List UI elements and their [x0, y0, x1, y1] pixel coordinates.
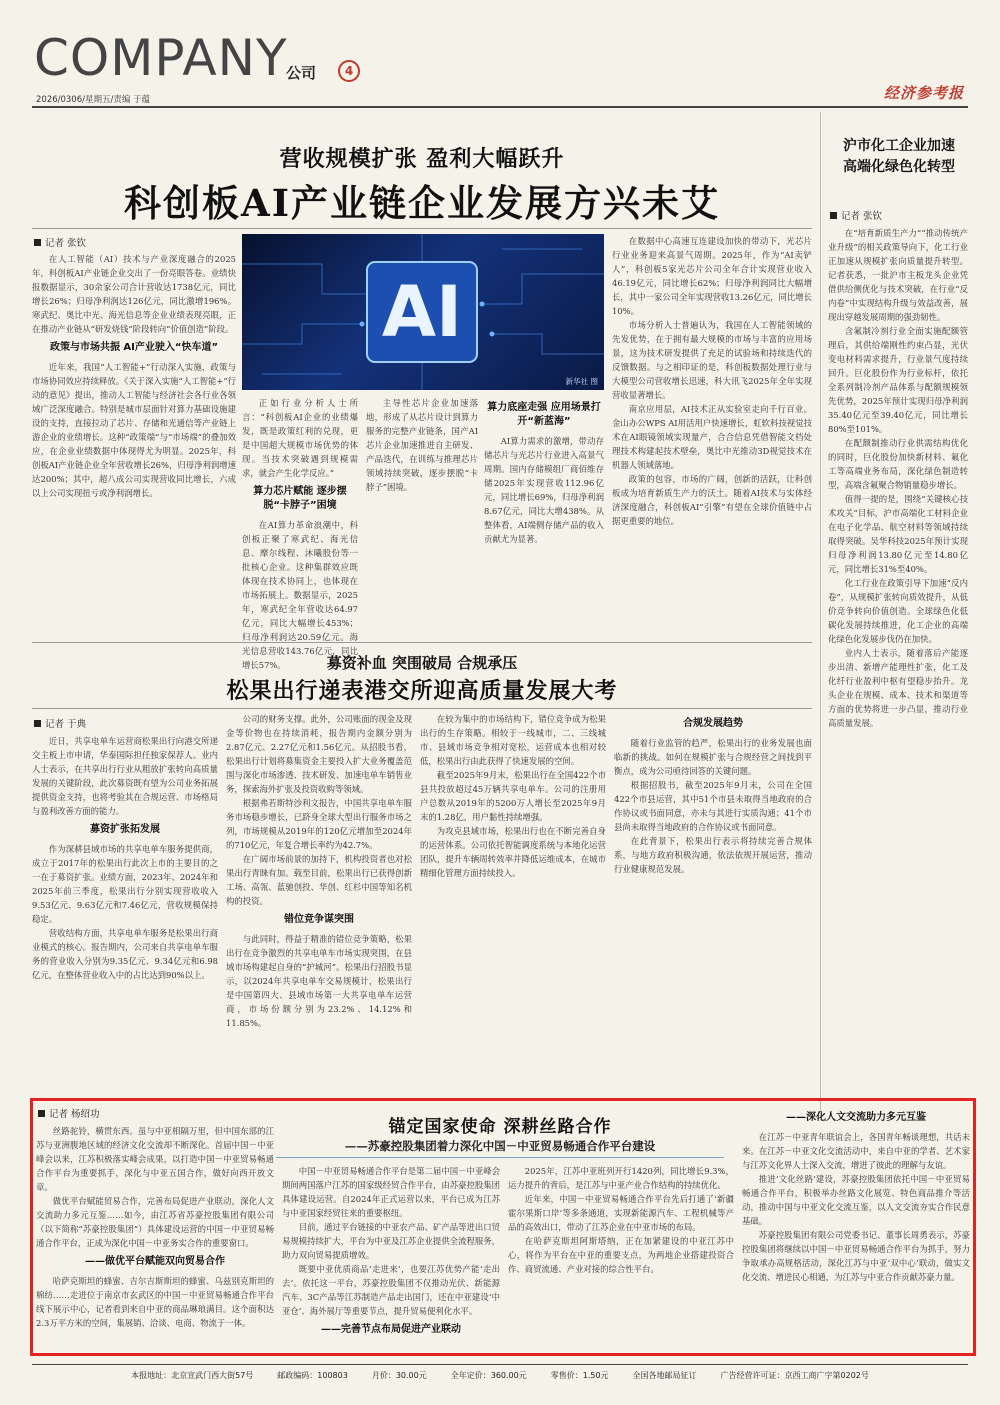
article3-para: 在江苏－中亚青年联谊会上，各国青年畅谈理想，共话未来。在江苏－中亚文化交流活动中，来自中亚的学者、艺术家与江苏文化界人士深入交流，增进了彼此的理解与友谊。 [742, 1132, 970, 1170]
article2-para: 随着行业监管的趋严，松果出行的业务发展也面临新的挑战。如何在规模扩张与合规经营之间找到平衡点，成为公司亟待回答的关键问题。 [614, 738, 812, 776]
article3-byline: 记者 杨绍功 [38, 1106, 100, 1120]
article3-para: 目前，通过平台链接的中亚农产品、矿产品等进出口贸易规模持续扩大，平台为中亚及江苏企业提供全流程服务，助力双向贸易提质增效。 [282, 1222, 500, 1260]
article1-col4 [484, 396, 604, 632]
sidebar-divider [820, 112, 821, 1112]
article3-para: 推进‘文化丝路’建设，苏豪控股集团依托中国－中亚贸易畅通合作平台，积极举办丝路文化展览、特色商品推介等活动，推动中国与中亚文化交流互鉴，以人文交流夯实合作民意基础。 [742, 1174, 970, 1226]
article2-kicker: 募资补血 突围破局 合规承压 [326, 654, 518, 672]
article2-para: 与此同时，得益于精准的错位竞争策略，松果出行在竞争激烈的共享电单车市场实现突围，在县域市场构建起自身的“护城河”。松果出行招股书显示，以2024年共享电单车交易规模计，松果出行是中国第四大、县域市场第一大共享电单车运营商，市场份额分别为23.2%、14.12%和11.85%。 [226, 934, 412, 1028]
article3-para: 做优平台赋能贸易合作，完善布局促进产业联动，深化人文交流助力多元互鉴……如今，由江苏省苏豪控股集团有限公司（以下简称“苏豪控股集团”）具体建设运营的中国－中亚贸易畅通合作平台，正成为深化中国－中亚务实合作的重要窗口。 [36, 1196, 274, 1248]
article2-para: 近日，共享电单车运营商松果出行向港交所递交主板上市申请，华泰国际担任独家保荐人。业内人士表示，在共享出行行业从粗放扩张转向高质量发展的关键阶段，此次募资既有望为公司业务拓展提供资金支持，也将考验其在合规运营、市场格局与盈利改善方面的能力。 [32, 736, 218, 816]
article2-para: 在较为集中的市场结构下，错位竞争成为松果出行的生存策略。相较于一线城市，二、三线城市、县域市场竞争相对宽松，运营成本也相对较低，松果出行由此获得了快速发展的空间。 [420, 714, 606, 766]
article2-byline: 记者 于典 [34, 716, 86, 730]
article2-col4 [614, 712, 812, 1074]
masthead-rule [32, 106, 968, 108]
sidebar-headline: 沪市化工企业加速高端化绿色化转型 [843, 138, 955, 175]
article2-para: 公司的财务支撑。此外，公司账面的现金及现金等价物也在持续消耗，报告期内金额分别为2.87亿元、2.27亿元和1.56亿元。从招股书看，松果出行计划将募集资金主要投入扩大业务覆盖范围与深化市场渗透、技术研发、加速电单车销售业务，探索海外扩张及投资收购等领域。 [226, 714, 412, 794]
article2-subhead: 募资扩张拓发展 [90, 824, 160, 835]
article1-rule [32, 228, 812, 229]
sidebar-para: 含氟制冷剂行业全面实施配额管理后，其供给端刚性约束凸显，光伏变电材料需求提升，行业景气度持续回升。巨化股份作为行业标杆，依托全系列制冷剂产品体系与配额规模领先优势，2025年预计实现归母净利润35.40亿元至39.40亿元，同比增长80%至101%。 [828, 326, 968, 434]
article1-col5 [612, 234, 812, 632]
footer-info: 本报地址：北京宣武门西大街57号 邮政编码：100803 月价：30.00元 全年定价：360.00元 零售价：1.50元 全国各地邮局征订 广告经营许可证：京西工商广字第0202号 [131, 1371, 869, 1380]
article3-col4 [742, 1106, 970, 1352]
article1-para: 在人工智能（AI）技术与产业深度融合的2025年，科创板AI产业链企业交出了一份亮眼答卷。业绩快报数据显示，30余家公司合计营收达1738亿元，同比增长26%；归母净利润达126亿元，同比激增196%。寒武纪、奥比中光、海光信息等企业业绩表现亮眼，正在推动产业链从“研发烧钱”阶段转向“价值创造”阶段。 [32, 254, 236, 334]
article3-para: 近年来，中国－中亚贸易畅通合作平台先后打通了‘新疆霍尔果斯口岸’等多条通道，实现新能源汽车、工程机械等产品的高效出口，带动了江苏企业在中亚市场的布局。 [508, 1194, 734, 1232]
ai-chip-photo [242, 234, 604, 390]
article2-col2 [226, 712, 412, 1074]
article1-para: AI算力需求的激增，带动存储芯片与光芯片行业进入高景气周期。国内存储模组厂商佰维存储2025年实现营收112.96亿元，同比增长69%，归母净利润8.67亿元，同比大增438%。从整体看，AI端侧存储产品的收入贡献尤为显著。 [484, 436, 604, 544]
article3-deck: ——苏豪控股集团着力深化中国－中亚贸易畅通合作平台建设 [344, 1139, 656, 1153]
article1-para: 在数据中心高速互连建设加快的带动下，光芯片行业业务迎来高景气周期。2025年，作为“AI卖铲人”，科创板5家光芯片公司全年合计实现营业收入46.19亿元，同比增长62%；归母净利润同比大幅增长，其中一家公司全年实现营收13.26亿元，同比增长10%。 [612, 236, 812, 316]
article1-para: 近年来，我国“人工智能+”行动深入实施，政策与市场协同效应持续释放。《关于深入实施“人工智能+”行动的意见》提出，推动人工智能与经济社会各行业各领域广泛深度融合。特别是城市层面针对算力基础设施建设的支持，直接拉动了芯片、存储和光通信等产业链上游企业的业绩增长。这种“政策端”与“市场端”的叠加效应，在企业业绩数据中体现得尤为明显。2025年，科创板AI产业链企业全年营收增长26%，归母净利润增速达200%；其中，超八成公司实现营收同比增长，六成以上公司实现扭亏或净利润增长。 [32, 362, 237, 498]
article2-headline: 松果出行递表港交所迎高质量发展大考 [226, 678, 618, 704]
article3-para: 丝路驼铃，横贯东西。虽与中亚相隔万里，但中国东部的江苏与亚洲腹地区域的经济文化交流却不断深化。首届中国－中亚峰会以来，江苏积极落实峰会成果，以打造中国－中亚贸易畅通合作平台为重要抓手，深化与中亚五国合作，做好向西开放文章。 [36, 1126, 274, 1192]
article2-para: 根据招股书，截至2025年9月末，公司在全国422个市县运营，其中51个市县未取得当地政府的合作协议或书面同意，亦未与其进行实质沟通；41个市县尚未取得当地政府的合作协议或书面同意。 [614, 780, 812, 832]
article2-para: 为攻克县域市场，松果出行也在不断完善自身的运营体系。公司依托智能调度系统与本地化运营团队，提升车辆周转效率并降低运维成本，在城市精细化管理方面持续投入。 [420, 826, 606, 878]
article1-kicker: 营收规模扩张 盈利大幅跃升 [279, 146, 565, 172]
paper-name-logo: 经济参考报 [884, 84, 965, 102]
article3-para: 苏豪控股集团有限公司党委书记、董事长周勇表示，苏豪控股集团将继续以中国－中亚贸易畅通合作平台为抓手，努力争取承办高规格活动，深化江苏与中亚‘双中心’联动，做实文化交流、增进民心相通，为江苏与中亚合作贡献苏豪力量。 [742, 1230, 970, 1282]
article2-col1 [32, 734, 218, 1074]
article1-subhead: 算力底座走强 应用场景打开“新蓝海” [487, 402, 601, 427]
sidebar-para: 在“培育新质生产力”“推动传统产业升级”的相关政策导向下，化工行业正加速从规模扩张向质量提升转型。记者获悉，一批沪市主板龙头企业凭借供给侧优化与技术突破，在行业“反内卷”中实现结构升级与效益改善，展现出穿越发展周期的强劲韧性。 [828, 228, 968, 322]
sidebar-para: 值得一提的是，围绕“关键核心技术攻关”目标，沪市高端化工材料企业在电子化学品、航空材料等领域持续取得突破。吴华科技2025年预计实现归母净利润13.80亿元至14.80亿元，同比增长31%至40%。 [828, 494, 968, 574]
masthead-company: COMPANY [34, 29, 288, 87]
sidebar-body [828, 226, 968, 1106]
article3-headline: 锚定国家使命 深耕丝路合作 [388, 1117, 612, 1137]
article2-para: 根据弗若斯特沙利文报告，中国共享电单车服务市场稳步增长，已跻身全球大型出行服务市场之列，市场规模从2019年的120亿元增加至2024年的710亿元，年复合增长率约为42.7%。 [226, 798, 412, 850]
sidebar-para: 化工行业在政策引导下加速“反内卷”，从规模扩张转向质效提升，从低价竞争转向价值创造。全球绿色化低碳化发展持续推进，化工企业的高端化绿色化发展步伐仍在加快。 [828, 578, 968, 644]
article2-para: 在此背景下，松果出行表示将持续完善合规体系，与地方政府积极沟通，依法依规开展运营，推动行业健康规范发展。 [614, 836, 812, 874]
sidebar-para: 在配额制推动行业供需结构优化的同时，巨化股份加快新材料、氟化工等高端业务布局，深化绿色制造转型，高端含氟聚合物销量稳步增长。 [828, 438, 968, 490]
article3-para: 中国－中亚贸易畅通合作平台是第二届中国－中亚峰会期间两国落户江苏的国家级经贸合作平台，由苏豪控股集团具体建设运营。自2024年正式运营以来，平台已成为江苏与中亚国家经贸往来的重要枢纽。 [282, 1166, 500, 1218]
article2-para: 在广阔市场前景的加持下，机构投资者也对松果出行青睐有加。载至目前，松果出行已获得创新工场、高瓴、蓝驰创投、华创、红杉中国等知名机构的投资。 [226, 854, 412, 906]
article2-para: 截至2025年9月末，松果出行在全国422个市县共投放超过45万辆共享电单车。公司的注册用户总数从2019年的5200万人增长至2025年9月末的1.28亿，用户黏性持续增强。 [420, 770, 606, 822]
article3-head-rule [276, 1157, 724, 1158]
article2-col3 [420, 712, 606, 1074]
article2-top-rule [32, 642, 812, 643]
article1-para: 市场分析人士普遍认为，我国在人工智能领域的先发优势，在于拥有最大规模的市场与丰富的应用场景，这为技术研发提供了充足的试验场和持续迭代的反馈数据。与之相印证的是，科创板数据处理行业与大模型公司营收增长迅速，科大讯飞2025年全年实现营收显著增长。 [612, 320, 812, 400]
masthead-section: 公司 [286, 64, 317, 82]
sidebar-byline: 记者 张钦 [830, 208, 882, 222]
article3-para: 既要中亚优质商品‘走进来’，也要江苏优势产能‘走出去’。依托这一平台，苏豪控股集团不仅推动光伏、新能源汽车、3C产品等江苏制造产品走出国门，还在中亚建设‘中亚仓’、海外展厅等重要节点，提升贸易便利化水平。 [282, 1264, 500, 1316]
date-line: 2026/0306/星期五/责编 于蕴 [36, 95, 151, 105]
article2-rule [32, 708, 812, 709]
article1-para: 政策的包容，市场的广阔，创新的活跃，让科创板成为培育新质生产力的沃土。随着AI技术与实体经济深度融合，科创板AI“引擎”有望在全球价值链中占据更重要的地位。 [612, 474, 812, 526]
article2-para: 作为深耕县域市场的共享电单车服务提供商，成立于2017年的松果出行此次上市的主要目的之一在于募资扩张。业绩方面，2023年、2024年和2025年前三季度，松果出行分别实现营收收入9.53亿元、9.63亿元和7.46亿元，营收规模保持稳定。 [32, 844, 218, 924]
article1-col2 [242, 396, 358, 670]
page-number-badge: 4 [338, 60, 360, 82]
ai-photo-text: AI [381, 271, 463, 353]
article3-subhead: ——做优平台赋能双向贸易合作 [85, 1256, 225, 1267]
article1-col1 [32, 252, 236, 632]
article3-subhead: ——完善节点布局促进产业联动 [321, 1324, 461, 1335]
article3-para: 在哈萨克斯坦阿斯塔纳，正在加紧建设的中亚江苏中心，将作为平台在中亚的重要支点，为两地企业搭建投资合作、商贸流通、产业对接的综合性平台。 [508, 1236, 734, 1274]
article2-subhead: 合规发展趋势 [683, 718, 743, 729]
footer-rule [32, 1364, 968, 1365]
article1-subhead: 政策与市场共振 AI产业驶入“快车道” [49, 342, 219, 353]
article1-headline: 科创板AI产业链企业发展方兴未艾 [123, 181, 720, 225]
sidebar-para: 业内人士表示，随着落后产能逐步出清、新增产能理性扩张，化工及化纤行业盈利中枢有望稳步抬升。龙头企业在规模、成本、技术和渠道等方面的优势将进一步凸显，推动行业高质量发展。 [828, 648, 968, 728]
article1-para: 正如行业分析人士所言：“科创板AI企业的业绩爆发，既是政策红利的兑现，更是中国超大规模市场优势的体现。当技术突破遇到规模需求，就会产生化学反应。” [242, 398, 358, 478]
article3-para: 2025年，江苏中亚班列开行1420列，同比增长9.3%，运力提升的背后，是江苏与中亚产业合作结构的持续优化。 [508, 1166, 734, 1190]
article1-para: 在AI算力革命浪潮中，科创板正聚了寒武纪、海光信息、摩尔线程、沐曦股份等一批核心企业。这种集群效应既体现在技术协同上，也体现在市场拓展上。数据显示，2025年，寒武纪全年营收达64.97亿元，同比大幅增长453%；归母净利润达20.59亿元。海光信息营收143.76亿元，同比增长57%。 [242, 520, 358, 670]
article1-subhead: 算力芯片赋能 逐步摆脱“卡脖子”困境 [253, 486, 347, 511]
article1-byline: 记者 张钦 [34, 235, 86, 249]
article3-col1 [36, 1124, 274, 1352]
article1-col3 [366, 396, 478, 632]
article2-subhead: 错位竞争谋突围 [284, 914, 354, 925]
article1-para: 南京应用层，AI技术正从实验室走向千行百业。金山办公WPS AI用活用户快速增长，虹软科技视觉技术在AI眼镜领域实现量产，合合信息凭借智能文档处理技术构建起技术壁垒，奥比中光推动3D视觉技术在机器人领域落地。 [612, 404, 812, 470]
article3-para: 哈萨克斯坦的蜂蜜、吉尔吉斯斯坦的蜂蜜、乌兹别克斯坦的棉纺……走进位于南京市玄武区的中国－中亚贸易畅通合作平台线下展示中心，记者看到来自中亚的商品琳琅满目。这个面积达2.3万平方米的空间，集展销、洽谈、电商、物流于一体。 [36, 1276, 274, 1328]
article3-col3 [508, 1164, 734, 1352]
article1-para: 主导性芯片企业加速落地，形成了从芯片设计到算力服务的完整产业链条，国产AI芯片企业加速推进自主研发、产品迭代，在训练与推理芯片领域持续突破，逐步摆脱“卡脖子”困境。 [366, 398, 478, 492]
article2-para: 营收结构方面，共享电单车服务是松果出行商业模式的核心。报告期内，公司来自共享电单车服务的营业收入分别为9.35亿元、9.34亿元和6.98亿元，在整体营业收入中的占比达到90%以上。 [32, 928, 218, 980]
article3-subhead: ——深化人文交流助力多元互鉴 [786, 1112, 926, 1123]
photo-credit: 新华社 图 [565, 377, 598, 386]
article3-col2 [282, 1164, 500, 1352]
